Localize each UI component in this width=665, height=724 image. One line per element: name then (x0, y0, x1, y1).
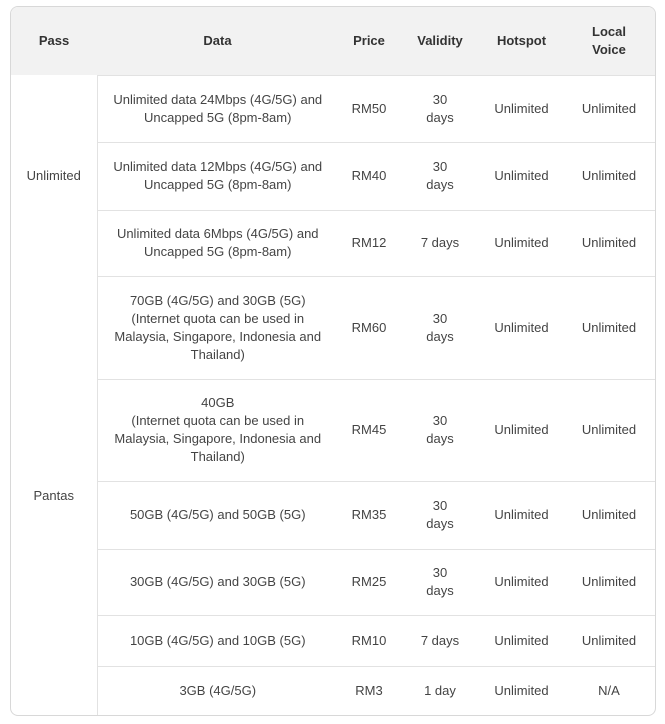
pass-name-pantas: Pantas (11, 276, 97, 715)
price-cell: RM60 (338, 276, 400, 379)
data-text-line: 3GB (4G/5G) (179, 682, 257, 698)
hotspot-cell: Unlimited (480, 75, 563, 142)
data-text-line: 70GB (4G/5G) and 30GB (5G) (129, 292, 306, 308)
data-cell (97, 210, 338, 276)
table-body (11, 75, 655, 715)
data-text-line: Unlimited data 12Mbps (4G/5G) and (113, 159, 323, 174)
price-cell: RM40 (338, 142, 400, 210)
validity-text-line: days (426, 516, 454, 531)
data-text-line: Malaysia, Singapore, Indonesia and (114, 431, 322, 446)
hotspot-cell: Unlimited (494, 682, 549, 698)
validity-cell (400, 142, 480, 210)
header-validity: Validity (400, 7, 480, 75)
table-row (11, 666, 655, 715)
validity-cell (400, 75, 480, 142)
validity-text-line: days (426, 431, 454, 446)
data-cell (97, 615, 338, 666)
data-text-line: Uncapped 5G (8pm-8am) (144, 109, 292, 125)
table-row (11, 276, 655, 379)
validity-text-line: 7 days (420, 632, 460, 648)
data-cell (97, 276, 338, 379)
hotspot-cell: Unlimited (480, 142, 563, 210)
data-cell (97, 481, 338, 549)
local-voice-cell: Unlimited (563, 615, 655, 666)
validity-cell (400, 379, 480, 481)
data-text-line: 50GB (4G/5G) and 50GB (5G) (129, 507, 306, 522)
hotspot-cell: Unlimited (480, 481, 563, 549)
header-row (11, 7, 655, 75)
price-cell: RM10 (338, 615, 400, 666)
data-text-line: Malaysia, Singapore, Indonesia and (114, 328, 322, 344)
price-cell: RM12 (338, 210, 400, 276)
local-voice-cell: Unlimited (563, 210, 655, 276)
table-row (11, 210, 655, 276)
hotspot-cell: Unlimited (480, 210, 563, 276)
local-voice-cell: Unlimited (563, 276, 655, 379)
local-voice-cell: N/A (598, 682, 620, 698)
header-local-voice (563, 7, 655, 75)
data-text-line: 10GB (4G/5G) and 10GB (5G) (129, 632, 306, 648)
header-local-voice-line1: Local (592, 23, 626, 39)
validity-text-line: days (426, 328, 454, 344)
validity-cell (400, 615, 480, 666)
validity-text-line: days (426, 177, 454, 192)
data-text-line: 40GB (201, 395, 235, 410)
validity-cell (400, 666, 480, 715)
data-text-line: (Internet quota can be used in (131, 413, 305, 428)
header-local-voice-line2: Voice (592, 41, 626, 57)
table-row (11, 75, 655, 142)
data-text-line: (Internet quota can be used in (131, 310, 305, 326)
validity-text-line: 1 day (424, 682, 456, 698)
pass-table-container (10, 6, 656, 716)
validity-text-line: days (426, 583, 454, 598)
local-voice-cell: Unlimited (563, 549, 655, 615)
local-voice-cell: Unlimited (563, 481, 655, 549)
table-row (11, 615, 655, 666)
data-text-line: Uncapped 5G (8pm-8am) (144, 177, 292, 192)
validity-cell (400, 210, 480, 276)
hotspot-cell: Unlimited (480, 379, 563, 481)
validity-cell (400, 276, 480, 379)
validity-cell (400, 481, 480, 549)
validity-text-line: 30 (432, 565, 448, 580)
data-cell (97, 142, 338, 210)
data-text-line: Unlimited data 24Mbps (4G/5G) and (113, 91, 323, 107)
hotspot-cell: Unlimited (480, 615, 563, 666)
validity-text-line: 30 (432, 413, 448, 428)
local-voice-cell: Unlimited (563, 142, 655, 210)
data-text-line: Uncapped 5G (8pm-8am) (144, 244, 292, 259)
price-cell: RM3 (355, 682, 383, 698)
price-cell: RM35 (338, 481, 400, 549)
validity-cell (400, 549, 480, 615)
data-cell (97, 549, 338, 615)
validity-text-line: 30 (432, 498, 448, 513)
data-cell (97, 379, 338, 481)
data-text-line: Thailand) (190, 346, 245, 362)
pass-table (11, 7, 655, 715)
header-hotspot: Hotspot (480, 7, 563, 75)
validity-text-line: 30 (432, 159, 448, 174)
header-price: Price (338, 7, 400, 75)
header-pass: Pass (11, 7, 97, 75)
data-cell (97, 666, 338, 715)
data-text-line: Unlimited data 6Mbps (4G/5G) and (116, 226, 319, 241)
validity-text-line: 7 days (420, 235, 460, 250)
validity-text-line: days (426, 109, 454, 125)
price-cell: RM50 (338, 75, 400, 142)
header-data: Data (97, 7, 338, 75)
price-cell: RM25 (338, 549, 400, 615)
table-row (11, 481, 655, 549)
hotspot-cell: Unlimited (480, 549, 563, 615)
data-text-line: 30GB (4G/5G) and 30GB (5G) (129, 574, 306, 589)
table-row (11, 142, 655, 210)
table-header (11, 7, 655, 75)
data-text-line: Thailand) (190, 449, 245, 464)
hotspot-cell: Unlimited (480, 276, 563, 379)
pass-name-unlimited: Unlimited (11, 75, 97, 276)
price-cell: RM45 (338, 379, 400, 481)
data-cell (97, 75, 338, 142)
validity-text-line: 30 (432, 91, 448, 107)
validity-text-line: 30 (432, 310, 448, 326)
table-row (11, 549, 655, 615)
local-voice-cell: Unlimited (563, 75, 655, 142)
table-row (11, 379, 655, 481)
local-voice-cell: Unlimited (563, 379, 655, 481)
